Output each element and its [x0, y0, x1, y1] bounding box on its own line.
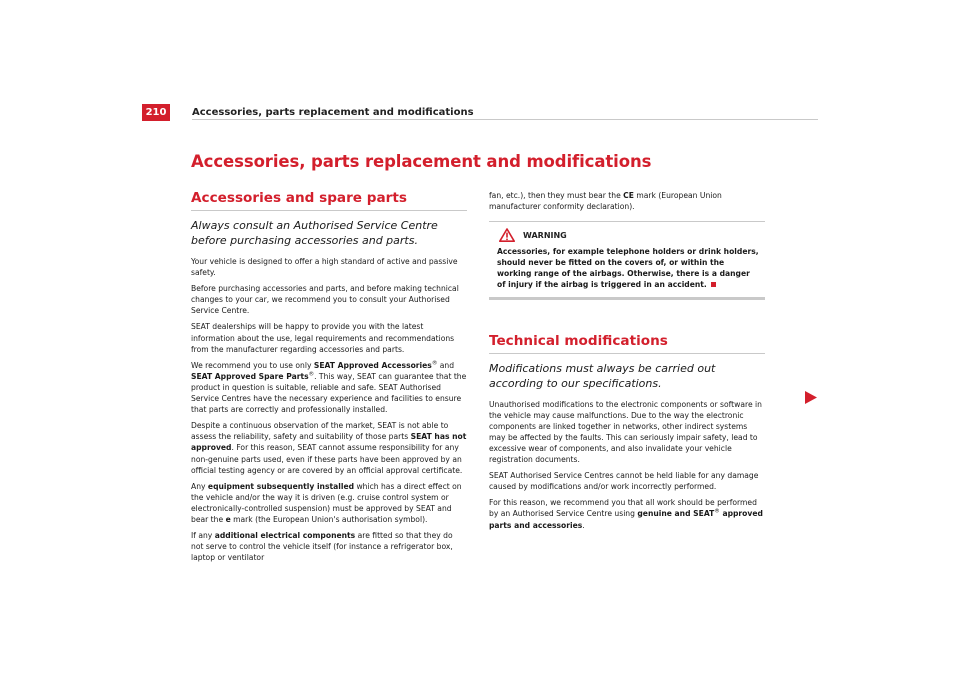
warning-box	[489, 221, 765, 299]
right-column	[489, 190, 765, 536]
section-intro: Always consult an Authorised Service Centre before purchasing accessories and parts.	[191, 219, 438, 247]
paragraph: Your vehicle is designed to offer a high standard of active and passive safety.	[191, 257, 458, 278]
running-header: Accessories, parts replacement and modifications	[192, 107, 474, 118]
paragraph: Any equipment subsequently installed which has a direct effect on the vehicle and/or the way it is driven (e.g. cruise control system or electronically-controlled suspension) must be approved by SEAT and bear the e mark (the European Union's authorisation symbol).	[191, 481, 462, 524]
paragraph: Before purchasing accessories and parts, and before making technical changes to your car, we recommend you to consult your Authorised Service Centre.	[191, 284, 459, 316]
paragraph: SEAT dealerships will be happy to provide you with the latest information about the use, legal requirements and recommendations from the manufacturer regarding accessories and parts.	[191, 322, 455, 354]
warning-title: WARNING	[523, 230, 567, 240]
next-page-arrow-icon[interactable]	[805, 391, 817, 404]
section-body	[489, 399, 765, 531]
paragraph-continued: fan, etc.), then they must bear the CE mark (European Union manufacturer conformity declaration).	[489, 191, 722, 212]
paragraph: If any additional electrical components are fitted so that they do not serve to control the vehicle itself (for instance a refrigerator box, laptop or ventilator	[191, 531, 453, 563]
warning-triangle-icon	[499, 228, 515, 242]
section-intro: Modifications must always be carried out according to our specifications.	[489, 361, 716, 390]
section-body	[191, 256, 467, 563]
paragraph: We recommend you to use only SEAT Approved Accessories® and SEAT Approved Spare Parts®. This way, SEAT can guarantee that the product in question is suitable, reliable and safe. SEAT Authorised Service Centres have the necessary experience and facilities to ensure that parts are correctly and professionally installed.	[191, 360, 467, 415]
section-technical-modifications	[489, 333, 765, 531]
paragraph: For this reason, we recommend you that all work should be performed by an Authorised Service Centre using genuine and SEAT® approved parts and accessories.	[489, 498, 763, 530]
warning-text: Accessories, for example telephone holders or drink holders, should never be fitted on the covers of, or within the working range of the airbags. Otherwise, there is a danger of injury if the airbag is triggered in an accident.	[497, 247, 759, 290]
header-rule	[192, 119, 818, 120]
section-title-accessories: Accessories and spare parts	[191, 190, 467, 211]
chapter-title: Accessories, parts replacement and modifications	[191, 152, 652, 171]
section-title-technical: Technical modifications	[489, 333, 765, 354]
warning-header	[499, 228, 765, 242]
paragraph: SEAT Authorised Service Centres cannot be held liable for any damage caused by modifications and/or work incorrectly performed.	[489, 471, 759, 492]
paragraph: Despite a continuous observation of the market, SEAT is not able to assess the reliability, safety and suitability of those parts SEAT has not approved. For this reason, SEAT cannot assume responsibility for any non-genuine parts used, even if these parts have been approved by an official testing agency or are covered by an official approval certificate.	[191, 421, 467, 475]
left-column	[191, 190, 467, 568]
end-of-section-icon	[711, 282, 716, 287]
page-number: 210	[142, 104, 170, 121]
paragraph: Unauthorised modifications to the electronic components or software in the vehicle may cause malfunctions. Due to the way the electronic components are linked together in networks, other indirect systems may be affected by the faults. This can seriously impair safety, lead to excessive wear of components, and also invalidate your vehicle registration documents.	[489, 399, 762, 465]
